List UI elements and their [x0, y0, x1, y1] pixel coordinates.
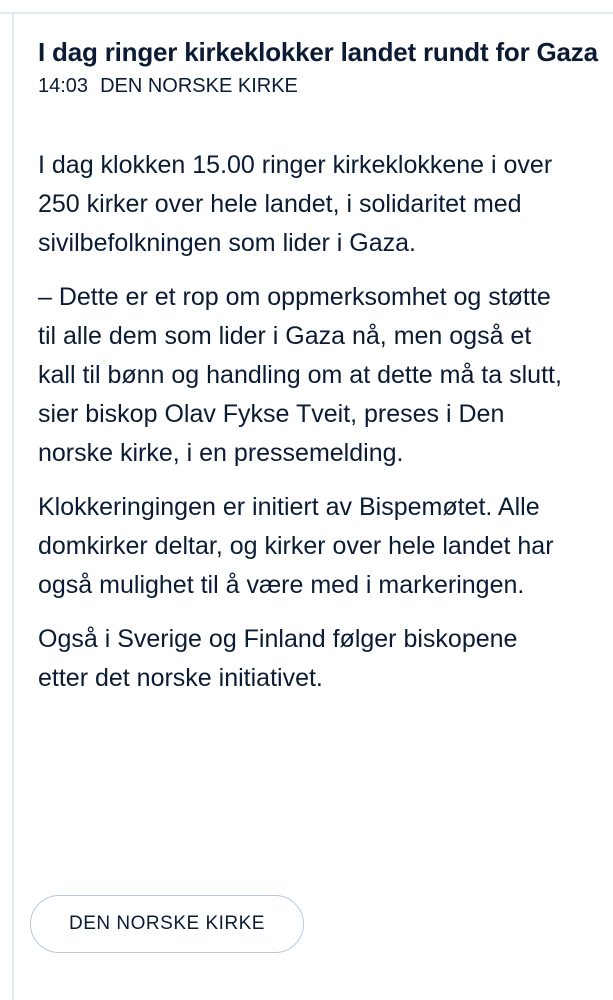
article-paragraph: Også i Sverige og Finland følger biskopene etter det norske initiativet.: [38, 625, 518, 692]
top-divider: [0, 12, 613, 14]
article-body: [38, 146, 598, 698]
article-paragraph: Klokkeringingen er initiert av Bispemøtet. Alle domkirker deltar, og kirker over hele landet har også mulighet til å være med i markeringen.: [38, 493, 554, 599]
timeline-rule: [12, 14, 14, 1000]
article-source: DEN NORSKE KIRKE: [100, 75, 298, 97]
article-meta: [38, 74, 598, 98]
source-tag-button[interactable]: DEN NORSKE KIRKE: [30, 895, 304, 953]
news-entry: [38, 36, 598, 713]
article-paragraph: – Dette er et rop om oppmerksomhet og støtte til alle dem som lider i Gaza nå, men også et kall til bønn og handling om at dette må ta slutt, sier biskop Olav Fykse Tveit, preses i Den norske kirke, i en pressemelding.: [38, 283, 562, 467]
article-headline: I dag ringer kirkeklokker landet rundt for Gaza: [38, 37, 598, 67]
article-time: 14:03: [38, 75, 89, 97]
article-paragraph: I dag klokken 15.00 ringer kirkeklokkene i over 250 kirker over hele landet, i solidaritet med sivilbefolkningen som lider i Gaza.: [38, 151, 553, 257]
